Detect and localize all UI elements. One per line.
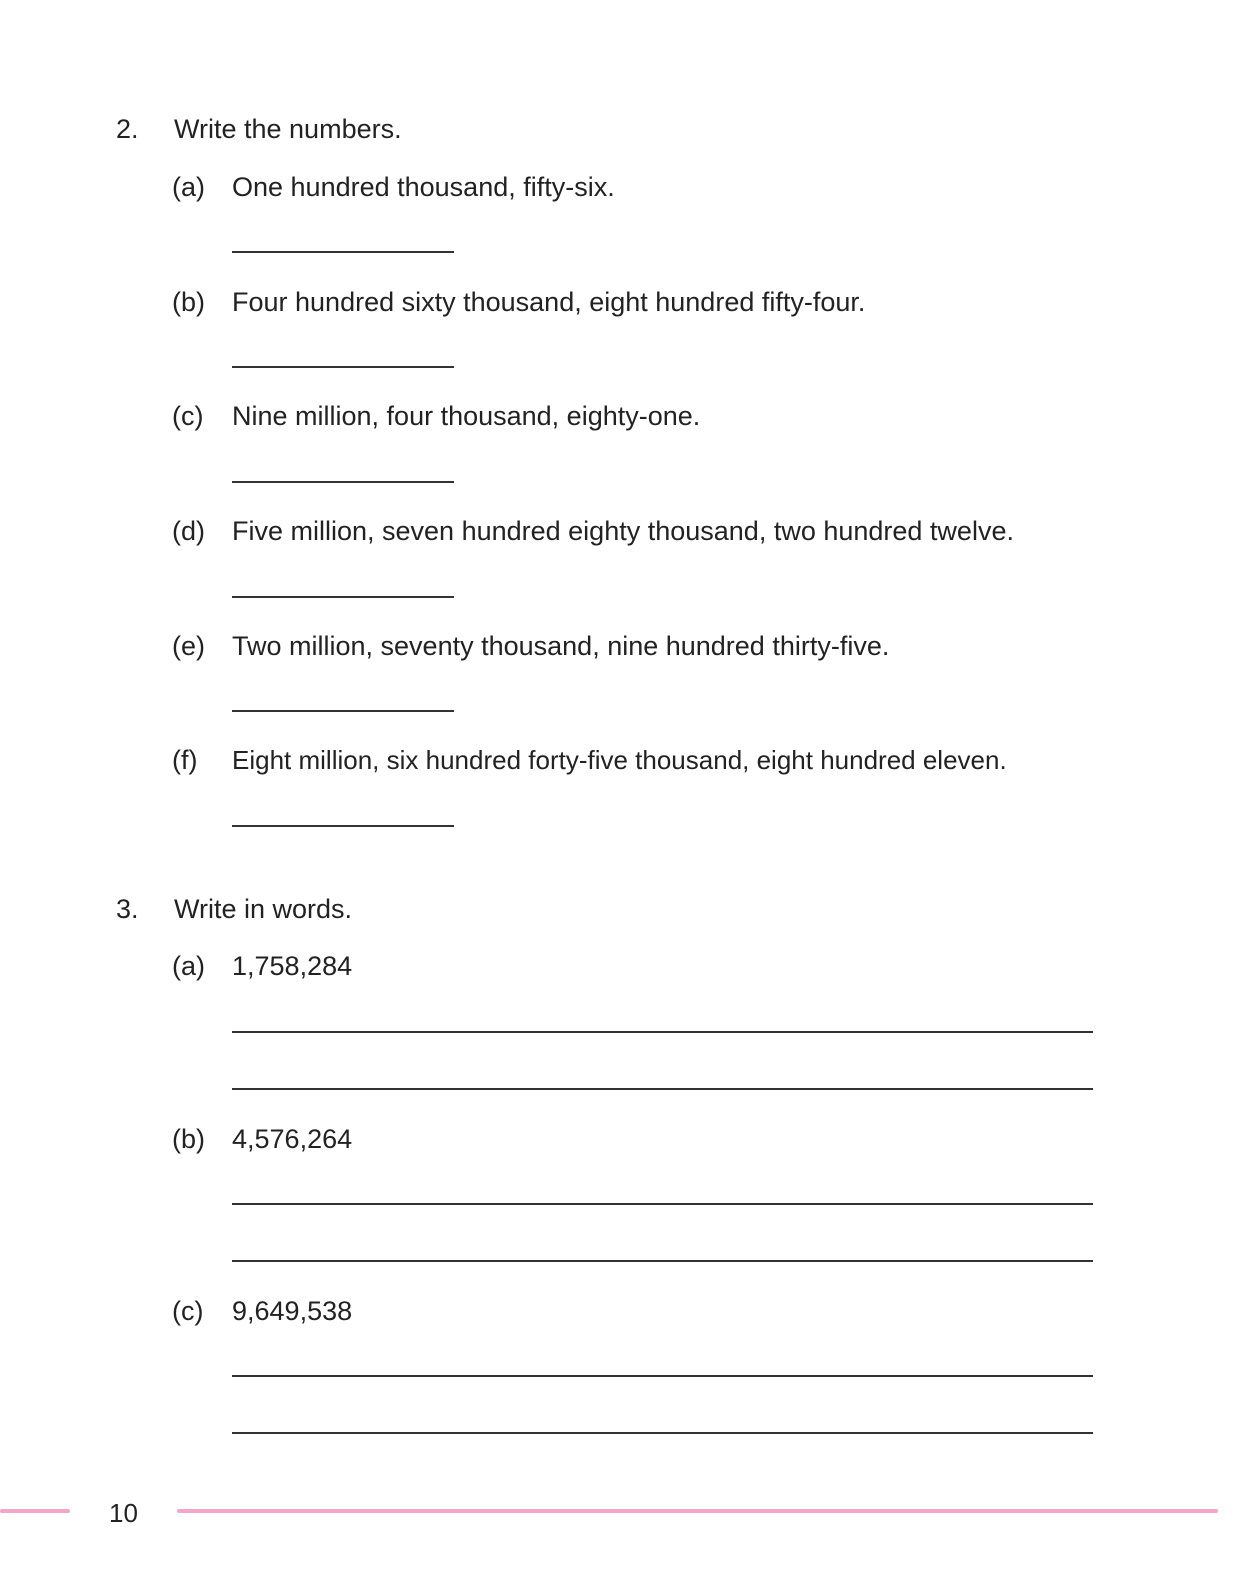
answer-line[interactable]	[232, 596, 454, 598]
answer-line[interactable]	[232, 1375, 1093, 1377]
item-text: Two million, seventy thousand, nine hundred thirty-five.	[232, 631, 890, 661]
item-text: 4,576,264	[232, 1124, 353, 1154]
item-text: Nine million, four thousand, eighty-one.	[232, 401, 701, 431]
item-text: 1,758,284	[232, 951, 353, 981]
item-text: Four hundred sixty thousand, eight hundred fifty-four.	[232, 287, 866, 317]
item-text: 9,649,538	[232, 1296, 353, 1326]
answer-line[interactable]	[232, 1031, 1093, 1033]
item-label: (e)	[172, 631, 205, 661]
footer-accent-right	[177, 1509, 1218, 1513]
answer-line[interactable]	[232, 251, 454, 253]
question-number: 2.	[116, 114, 139, 144]
item-label: (c)	[172, 401, 204, 431]
answer-line[interactable]	[232, 710, 454, 712]
item-text: Eight million, six hundred forty-five thousand, eight hundred eleven.	[232, 745, 1007, 775]
item-label: (b)	[172, 287, 205, 317]
answer-line[interactable]	[232, 1260, 1093, 1262]
answer-line[interactable]	[232, 1088, 1093, 1090]
question-title: Write in words.	[174, 894, 353, 924]
answer-line[interactable]	[232, 366, 454, 368]
item-label: (a)	[172, 951, 205, 981]
answer-line[interactable]	[232, 1432, 1093, 1434]
item-label: (d)	[172, 516, 205, 546]
page-number: 10	[109, 1498, 138, 1528]
answer-line[interactable]	[232, 1203, 1093, 1205]
answer-line[interactable]	[232, 825, 454, 827]
item-text: Five million, seven hundred eighty thousand, two hundred twelve.	[232, 516, 1014, 546]
item-text: One hundred thousand, fifty-six.	[232, 172, 615, 202]
question-title: Write the numbers.	[174, 114, 402, 144]
answer-line[interactable]	[232, 481, 454, 483]
item-label: (f)	[172, 745, 198, 775]
footer-accent-left	[0, 1509, 70, 1513]
item-label: (b)	[172, 1124, 205, 1154]
item-label: (a)	[172, 172, 205, 202]
item-label: (c)	[172, 1296, 204, 1326]
question-number: 3.	[116, 894, 139, 924]
